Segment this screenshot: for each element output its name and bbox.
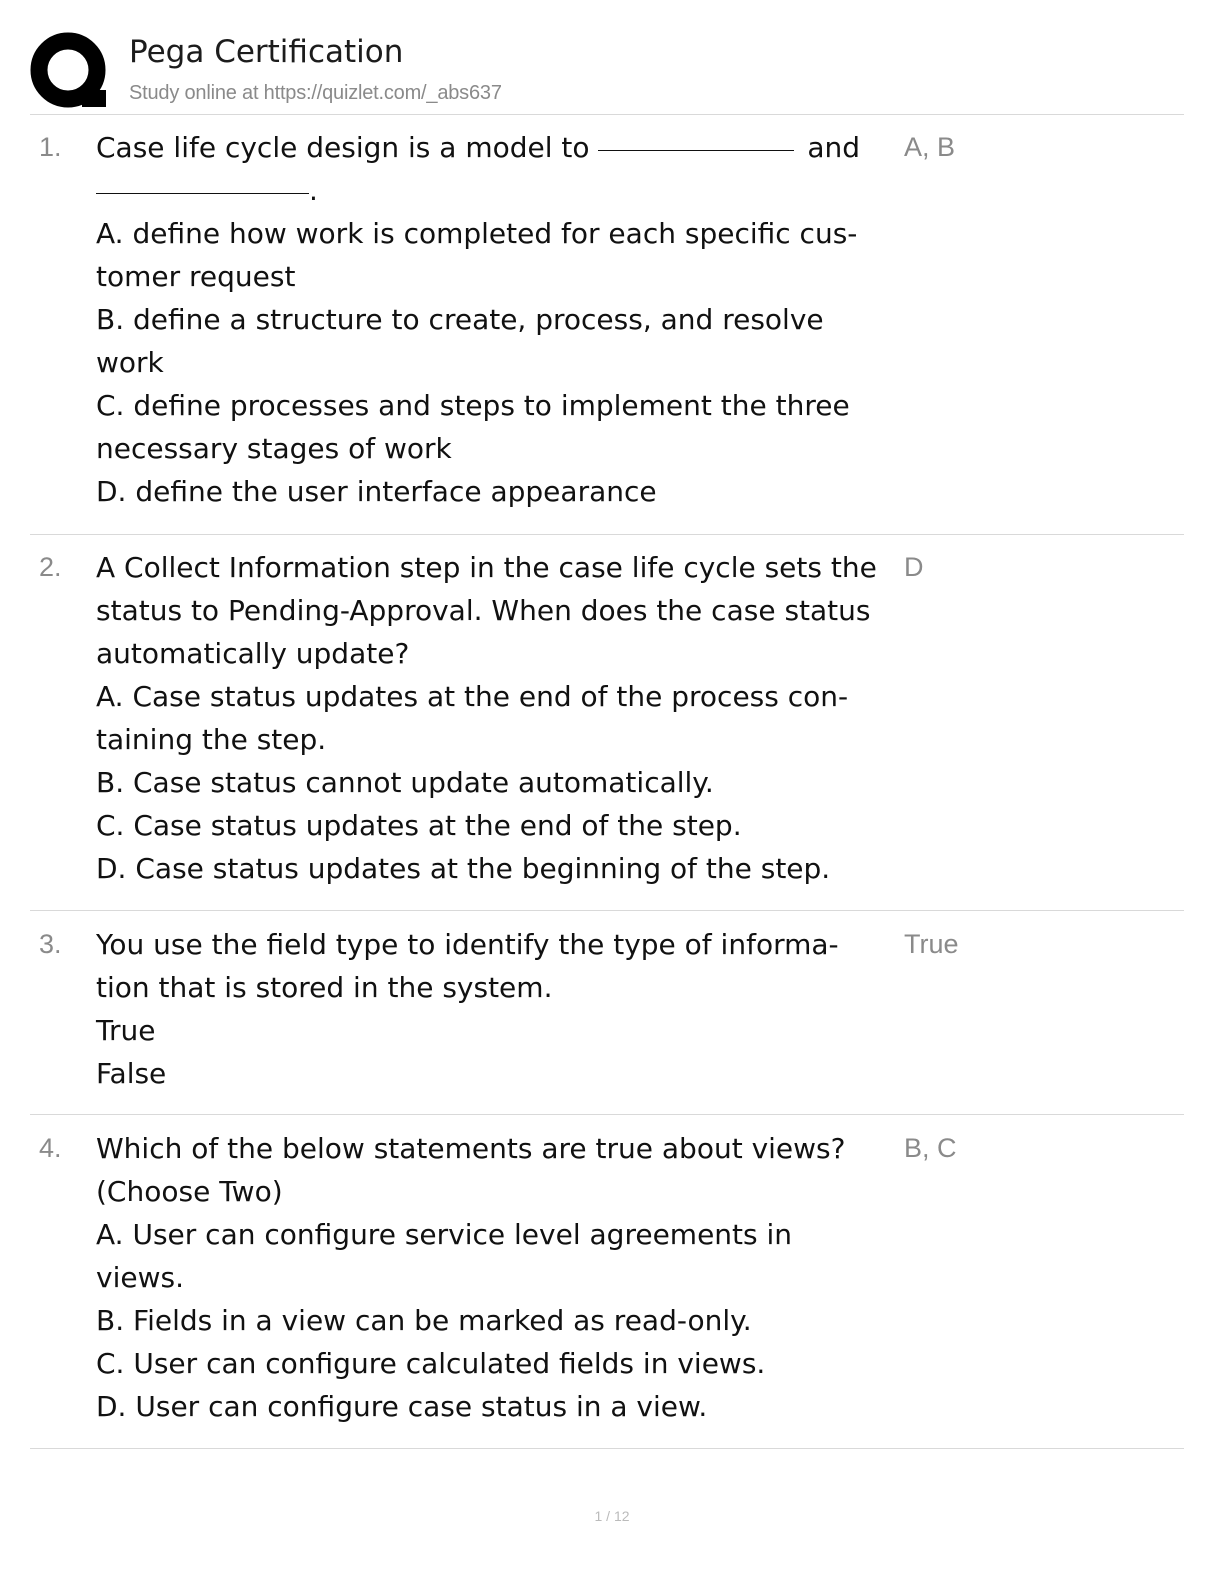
question-divider bbox=[30, 1114, 1184, 1115]
quizlet-logo-icon bbox=[30, 32, 108, 110]
fill-in-blank bbox=[96, 192, 309, 194]
option-line: D. User can configure case status in a view. bbox=[96, 1390, 708, 1423]
option-line: C. Case status updates at the end of the step. bbox=[96, 809, 742, 842]
fill-in-blank bbox=[598, 149, 794, 151]
question-text bbox=[96, 1127, 896, 1428]
answer-key: A, B bbox=[904, 132, 956, 162]
option-line: A. Case status updates at the end of the process con- bbox=[96, 680, 849, 713]
option-line: B. define a structure to create, process, and resolve bbox=[96, 303, 824, 336]
option-line: views. bbox=[96, 1261, 184, 1294]
option-line: D. define the user interface appearance bbox=[96, 475, 657, 508]
question-number: 1. bbox=[39, 132, 62, 162]
question-stem-line: . bbox=[96, 169, 896, 212]
question-line: status to Pending-Approval. When does the case status bbox=[96, 594, 871, 627]
option-line: B. Fields in a view can be marked as read-only. bbox=[96, 1304, 752, 1337]
question-line: (Choose Two) bbox=[96, 1175, 283, 1208]
question-stem-line: Case life cycle design is a model to and bbox=[96, 131, 861, 164]
question-number: 2. bbox=[39, 552, 62, 582]
option-line: True bbox=[96, 1014, 156, 1047]
answer-key: True bbox=[904, 929, 959, 959]
option-line: D. Case status updates at the beginning of the step. bbox=[96, 852, 831, 885]
option-line: C. define processes and steps to implement the three bbox=[96, 389, 850, 422]
option-line: A. User can configure service level agreements in bbox=[96, 1218, 793, 1251]
question-divider bbox=[30, 910, 1184, 911]
answer-key: B, C bbox=[904, 1133, 957, 1163]
option-line: taining the step. bbox=[96, 723, 327, 756]
page-number: 1 / 12 bbox=[594, 1508, 630, 1524]
option-line: B. Case status cannot update automatically. bbox=[96, 766, 714, 799]
page-header bbox=[30, 28, 1184, 114]
question-number: 3. bbox=[39, 929, 62, 959]
header-divider bbox=[30, 114, 1184, 115]
question-line: A Collect Information step in the case life cycle sets the bbox=[96, 551, 877, 584]
question-number: 4. bbox=[39, 1133, 62, 1163]
question-text bbox=[96, 126, 896, 513]
question-line: tion that is stored in the system. bbox=[96, 971, 553, 1004]
question-text bbox=[96, 546, 896, 890]
option-line: necessary stages of work bbox=[96, 432, 452, 465]
document-title: Pega Certification bbox=[129, 34, 404, 70]
question-line: You use the field type to identify the type of informa- bbox=[96, 928, 839, 961]
option-line: tomer request bbox=[96, 260, 296, 293]
answer-key: D bbox=[904, 552, 924, 582]
question-line: automatically update? bbox=[96, 637, 410, 670]
option-line: work bbox=[96, 346, 164, 379]
question-line: Which of the below statements are true about views? bbox=[96, 1132, 846, 1165]
option-line: A. define how work is completed for each specific cus- bbox=[96, 217, 858, 250]
question-divider bbox=[30, 534, 1184, 535]
study-online-link-text: Study online at https://quizlet.com/_abs637 bbox=[129, 82, 502, 104]
question-divider bbox=[30, 1448, 1184, 1449]
question-text bbox=[96, 923, 896, 1095]
option-line: C. User can configure calculated fields in views. bbox=[96, 1347, 766, 1380]
option-line: False bbox=[96, 1057, 167, 1090]
